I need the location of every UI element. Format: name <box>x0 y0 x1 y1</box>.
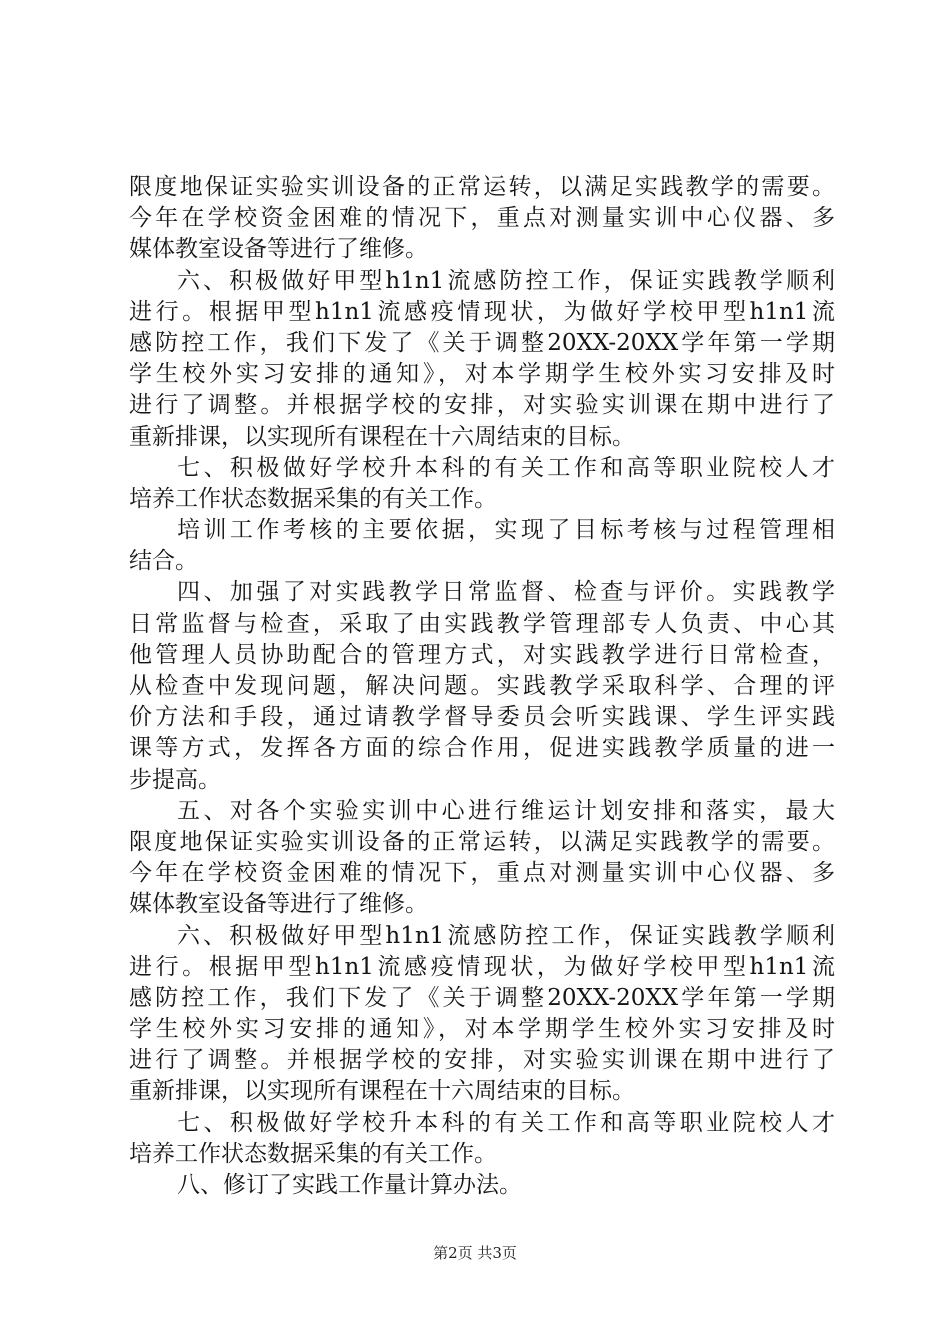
text-line: 限度地保证实验实训设备的正常运转，以满足实践教学的需要。 <box>129 828 835 855</box>
document-body <box>129 172 835 1201</box>
text-line: 进行了调整。并根据学校的安排，对实验实训课在期中进行了 <box>129 392 835 419</box>
text-line: 媒体教室设备等进行了维修。 <box>129 891 428 918</box>
text-line: 感防控工作，我们下发了《关于调整20XX-20XX学年第一学期 <box>129 984 835 1011</box>
text-line: 重新排课，以实现所有课程在十六周结束的目标。 <box>129 423 635 450</box>
paragraph <box>129 577 835 795</box>
text-line: 四、加强了对实践教学日常监督、检查与评价。实践教学 <box>177 579 835 606</box>
text-line: 感防控工作，我们下发了《关于调整20XX-20XX学年第一学期 <box>129 329 835 356</box>
text-line: 六、积极做好甲型h1n1流感防控工作，保证实践教学顺利 <box>177 922 835 949</box>
text-line: 进行了调整。并根据学校的安排，对实验实训课在期中进行了 <box>129 1047 835 1074</box>
text-line: 六、积极做好甲型h1n1流感防控工作，保证实践教学顺利 <box>177 267 835 294</box>
paragraph <box>129 796 835 921</box>
text-line: 七、积极做好学校升本科的有关工作和高等职业院校人才 <box>177 454 835 481</box>
paragraph <box>129 921 835 1108</box>
text-line: 媒体教室设备等进行了维修。 <box>129 236 428 263</box>
text-line: 今年在学校资金困难的情况下，重点对测量实训中心仪器、多 <box>129 860 835 887</box>
text-line: 培训工作考核的主要依据，实现了目标考核与过程管理相 <box>177 517 835 544</box>
text-line: 进行。根据甲型h1n1流感疫情现状，为做好学校甲型h1n1流 <box>129 953 835 980</box>
text-line: 价方法和手段，通过请教学督导委员会听实践课、学生评实践 <box>129 704 835 731</box>
text-line: 八、修订了实践工作量计算办法。 <box>177 1172 522 1198</box>
text-line: 七、积极做好学校升本科的有关工作和高等职业院校人才 <box>177 1109 835 1136</box>
text-line: 他管理人员协助配合的管理方式，对实践教学进行日常检查， <box>129 641 835 668</box>
text-line: 日常监督与检查，采取了由实践教学管理部专人负责、中心其 <box>129 610 835 637</box>
page-footer <box>0 1243 950 1263</box>
text-line: 从检查中发现问题，解决问题。实践教学采取科学、合理的评 <box>129 673 835 699</box>
paragraph <box>129 172 835 266</box>
text-line: 学生校外实习安排的通知》，对本学期学生校外实习安排及时 <box>129 1016 835 1043</box>
text-line: 今年在学校资金困难的情况下，重点对测量实训中心仪器、多 <box>129 205 835 232</box>
page-number-label: 第2页 共3页 <box>433 1244 517 1262</box>
paragraph <box>129 453 835 515</box>
text-line: 培养工作状态数据采集的有关工作。 <box>129 485 497 512</box>
text-line: 培养工作状态数据采集的有关工作。 <box>129 1140 497 1167</box>
paragraph <box>129 266 835 453</box>
text-line: 结合。 <box>129 548 198 575</box>
text-line: 重新排课，以实现所有课程在十六周结束的目标。 <box>129 1078 635 1105</box>
text-line: 限度地保证实验实训设备的正常运转，以满足实践教学的需要。 <box>129 174 835 200</box>
text-line: 五、对各个实验实训中心进行维运计划安排和落实，最大 <box>177 797 835 824</box>
text-line: 学生校外实习安排的通知》，对本学期学生校外实习安排及时 <box>129 361 835 388</box>
text-line: 进行。根据甲型h1n1流感疫情现状，为做好学校甲型h1n1流 <box>129 298 835 325</box>
paragraph <box>129 1108 835 1170</box>
paragraph <box>129 515 835 577</box>
text-line: 步提高。 <box>129 766 221 793</box>
text-line: 课等方式，发挥各方面的综合作用，促进实践教学质量的进一 <box>129 735 835 762</box>
paragraph <box>129 1170 835 1201</box>
